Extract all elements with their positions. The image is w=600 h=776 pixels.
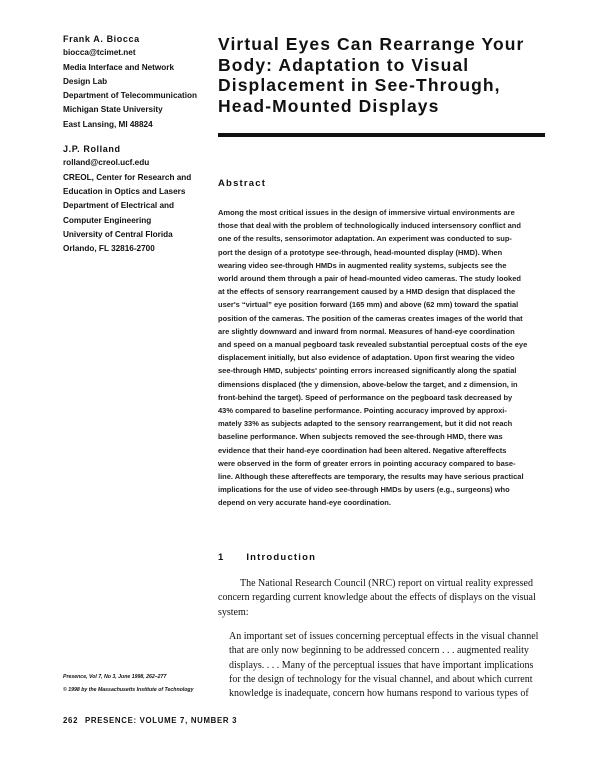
author-name: J.P. Rolland	[63, 144, 121, 155]
journal-name: PRESENCE: VOLUME 7, NUMBER 3	[84, 716, 238, 725]
affiliation-line: Orlando, FL 32816-2700	[63, 244, 155, 254]
abstract-line: those that deal with the problem of technologically induced intersensory conflict and	[218, 221, 521, 231]
abstract-line: line. Although these aftereffects are temporary, the results may have serious practical	[218, 472, 524, 482]
abstract-line: depend on very accurate hand-eye coordination.	[218, 498, 391, 508]
abstract-line: evidence that their hand-eye coordination had been altered. Negative aftereffects	[218, 445, 507, 455]
section-title: Introduction	[246, 552, 317, 563]
citation-line: Presence, Vol 7, No 3, June 1998, 262–277	[63, 674, 167, 680]
copyright-line: © 1998 by the Massachusetts Institute of Technology	[63, 687, 194, 693]
affiliation-line: East Lansing, MI 48824	[63, 119, 153, 129]
abstract-line: user's “virtual” eye position forward (165 mm) and above (62 mm) toward the spatial	[218, 300, 519, 310]
publication-footnote	[63, 671, 213, 697]
abstract-line: at the effects of sensory rearrangement caused by a HMD design that displaced the	[218, 287, 516, 297]
quote-line: that are only now beginning to be addressed concern . . . augmented reality	[229, 645, 529, 657]
intro-paragraph	[218, 577, 553, 620]
quote-line: knowledge is inadequate, concern how humans respond to various types of	[229, 688, 529, 700]
affiliation-line: Michigan State University	[63, 105, 163, 115]
page-footer	[63, 716, 237, 725]
title-line: Virtual Eyes Can Rearrange Your	[218, 34, 525, 54]
abstract-line: baseline performance. When subjects removed the see-through HMD, there was	[218, 432, 503, 442]
abstract-line: Among the most critical issues in the design of immersive virtual environments are	[218, 208, 515, 217]
abstract-line: front-behind the target). Speed of performance on the pegboard task decreased by	[218, 392, 513, 402]
affiliation-line: Computer Engineering	[63, 215, 152, 225]
title-line: Body: Adaptation to Visual	[218, 54, 470, 75]
abstract-line: 43% compared to baseline performance. Pointing accuracy improved by approxi-	[218, 406, 507, 416]
abstract-line: see-through HMD, subjects' pointing errors increased significantly along the spatial	[218, 366, 517, 376]
abstract-line: one of the results, sensorimotor adaptation. An experiment was conducted to sup-	[218, 234, 512, 244]
abstract-heading: Abstract	[218, 178, 267, 189]
quote-line: An important set of issues concerning perceptual effects in the visual channel	[229, 631, 539, 642]
abstract-line: world around them through a pair of head-mounted video cameras. The study looked	[218, 274, 521, 284]
abstract-line: port the design of a prototype see-through, head-mounted display (HMD). When	[218, 247, 503, 257]
author-name: Frank A. Biocca	[63, 34, 140, 44]
affiliation-line: Department of Electrical and	[63, 201, 175, 211]
affiliation-line: Media Interface and Network	[63, 62, 175, 72]
paragraph-line: concern regarding current knowledge about the effects of displays on the visual	[218, 592, 536, 604]
title-line: Displacement in See-Through,	[218, 75, 501, 95]
quote-line: displays. . . . Many of the perceptual issues that have important implications	[229, 659, 534, 671]
paragraph-line: The National Research Council (NRC) report on virtual reality expressed	[240, 578, 533, 589]
author-email[interactable]: rolland@creol.ucf.edu	[63, 158, 150, 168]
title-line: Head-Mounted Displays	[218, 95, 440, 116]
section-number: 1	[218, 552, 225, 563]
abstract-line: position of the cameras. The position of the cameras creates images of the world that	[218, 313, 523, 323]
abstract-line: were observed in the form of greater errors in pointing accuracy compared to base-	[218, 458, 516, 468]
affiliation-line: Education in Optics and Lasers	[63, 186, 186, 196]
affiliation-line: Department of Telecommunication	[63, 91, 198, 101]
affiliation-line: CREOL, Center for Research and	[63, 172, 192, 182]
abstract-line: are slightly downward and inward from normal. Measures of hand-eye coordination	[218, 326, 515, 336]
paragraph-line: system:	[218, 606, 249, 618]
section-heading	[218, 552, 316, 563]
quote-line: for the design of technology for the visual channel, and about which current	[229, 673, 533, 685]
author-email[interactable]: biocca@tcimet.net	[63, 48, 136, 58]
abstract-line: and speed on a manual pegboard task revealed substantial perceptual costs of the eye	[218, 340, 528, 350]
block-quote	[229, 630, 559, 701]
abstract-line: displacement initially, but also evidence of adaptation. Upon first wearing the video	[218, 353, 515, 363]
abstract-line: mately 33% as subjects adapted to the sensory rearrangement, but it did not reach	[218, 419, 513, 429]
author-block	[63, 32, 213, 256]
affiliation-line: University of Central Florida	[63, 229, 173, 239]
paper-title	[218, 34, 548, 116]
page-number: 262	[63, 716, 79, 725]
title-rule	[218, 133, 545, 137]
abstract-line: dimensions displaced (the y dimension, above-below the target, and z dimension, in	[218, 379, 518, 389]
abstract-line: implications for the use of video see-through HMDs by users (e.g., surgeons) who	[218, 485, 510, 495]
abstract-line: wearing video see-through HMDs in augmented reality systems, subjects see the	[218, 260, 507, 270]
abstract-body	[218, 206, 550, 510]
affiliation-line: Design Lab	[63, 76, 108, 86]
